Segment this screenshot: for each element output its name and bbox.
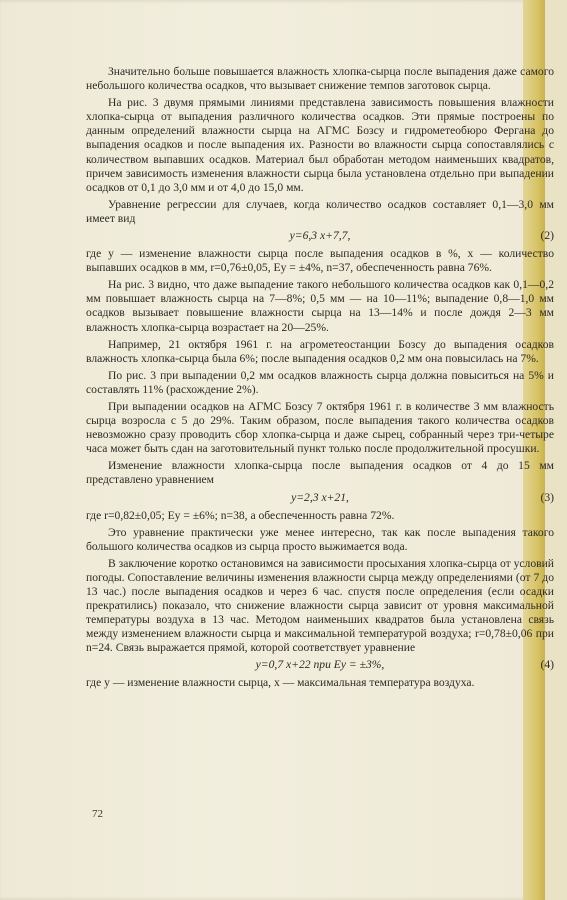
- equation-number: (3): [540, 490, 554, 504]
- equation-4: [86, 658, 554, 673]
- equation-formula: y=0,7 x+22 при Ey = ±3%,: [255, 658, 385, 672]
- equation-number: (2): [540, 229, 554, 243]
- paragraph: На рис. 3 двумя прямыми линиями представлена зависимость повышения влажности хлопка-сырца от выпадения различного количества осадков. Эти прямые построены по данным определений влажности сырца на АГМС Бозсу и гидрометеобюро Фергана до выпадения осадков и после выпадения их. Разности во влажности сырца сопоставлялись с количеством выпавших осадков. Материал был обработан методом наименьших квадратов, причем зависимость изменения влажности сырца была установлена отдельно при выпадении осадков от 0,1 до 3,0 мм и от 4,0 до 15,0 мм.: [86, 96, 554, 194]
- paragraph: Изменение влажности хлопка-сырца после выпадения осадков от 4 до 15 мм представлено уравнением: [86, 459, 554, 487]
- equation-number: (4): [540, 658, 554, 672]
- paragraph: В заключение коротко остановимся на зависимости просыхания хлопка-сырца от условий погоды. Сопоставление величины изменения влажности сырца между определениями (от 7 до 13 час.) после выпадения осадков и через 6 час. спустя после определения (если осадки прекратились) показало, что снижение влажности сырца зависит от уровня максимальной температуры воздуха в 13 час. Методом наименьших квадратов была установлена связь между изменением влажности сырца и максимальной температурой воздуха; r=0,78±0,06 при n=24. Связь выражается прямой, которой соответствует уравнение: [86, 556, 554, 655]
- paragraph: где y — изменение влажности сырца, x — максимальная температура воздуха.: [86, 676, 475, 690]
- paragraph: где y — изменение влажности сырца после выпадения осадков в %, x — количество выпавших осадков в мм, r=0,76±0,05, Ey = ±4%, n=37, обеспеченность равна 76%.: [86, 247, 554, 275]
- equation-formula: y=2,3 x+21,: [291, 490, 349, 504]
- paragraph: Это уравнение практически уже менее интересно, так как после выпадения такого большого количества осадков из сырца просто выжимается вода.: [86, 525, 554, 553]
- body-text: [86, 65, 554, 694]
- page-number: 72: [92, 808, 103, 820]
- paragraph: Например, 21 октября 1961 г. на агрометеостанции Бозсу до выпадения осадков влажность хлопка-сырца была 6%; после выпадения осадков 0,2 мм она повысилась на 7%.: [86, 337, 554, 365]
- paragraph: Уравнение регрессии для случаев, когда количество осадков составляет 0,1—3,0 мм имеет вид: [86, 197, 554, 225]
- paragraph: При выпадении осадков на АГМС Бозсу 7 октября 1961 г. в количестве 3 мм влажность сырца возросла с 5 до 29%. Таким образом, после выпадения такого количества осадков невозможно сразу проводить сбор хлопка-сырца и даже сырец, собранный через три-четыре часа может быть сдан на заготовительный пункт только после продолжительной просушки.: [86, 399, 554, 456]
- equation-formula: y=6,3 x+7,7,: [289, 229, 351, 243]
- equation-3: [86, 491, 554, 506]
- equation-2: [86, 229, 554, 244]
- paragraph: Значительно больше повышается влажность хлопка-сырца после выпадения даже самого небольшого количества осадков, что вызывает снижение темпов заготовок сырца.: [86, 65, 554, 93]
- paragraph: На рис. 3 видно, что даже выпадение такого небольшого количества осадков как 0,1—0,2 мм повышает влажность сырца на 7—8%; 0,5 мм — на 10—11%; выпадение 0,8—1,0 мм осадков вызывает повышение влажности сырца на 13—14% и после дождя 2—3 мм влажность хлопка-сырца возрастает на 20—25%.: [86, 278, 554, 334]
- paragraph: где r=0,82±0,05; Ey = ±6%; n=38, а обеспеченность равна 72%.: [86, 508, 395, 522]
- paragraph: По рис. 3 при выпадении 0,2 мм осадков влажность сырца должна повыситься на 5% и составлять 11% (расхождение 2%).: [86, 368, 554, 396]
